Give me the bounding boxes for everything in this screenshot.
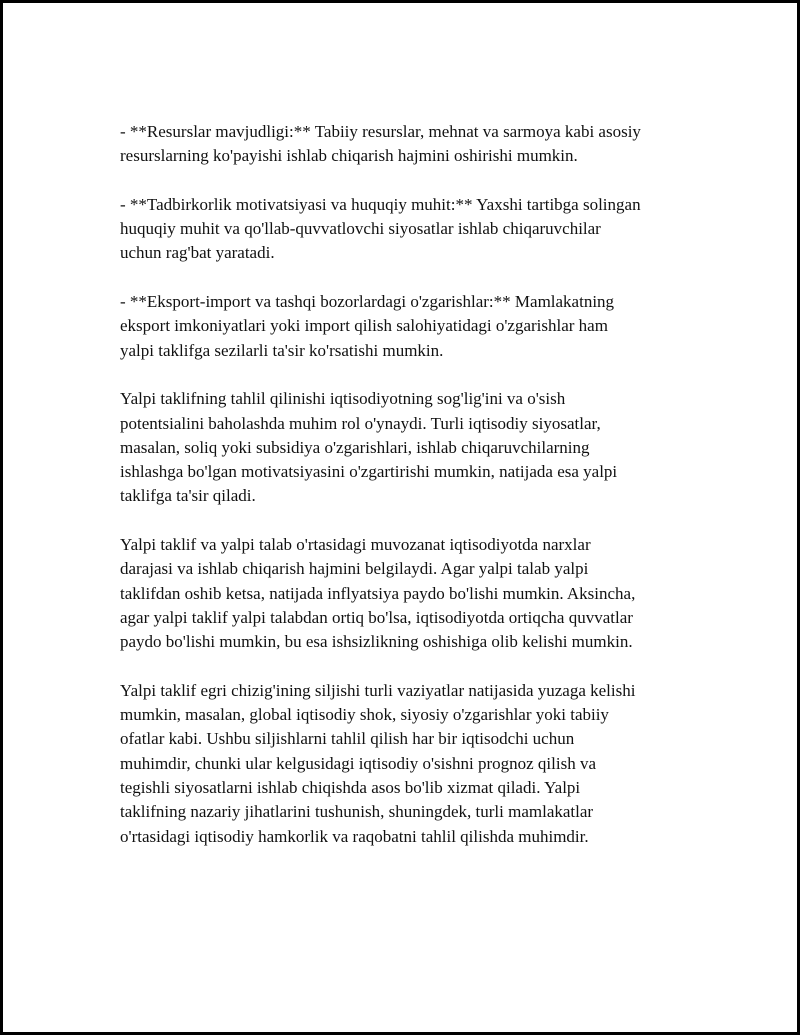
document-body: [120, 120, 700, 873]
bullet-export-import: - **Eksport-import va tashqi bozorlardagi o'zgarishlar:** Mamlakatning eksport imkoniyatlari yoki import qilish salohiyatidagi o'zgarishlar ham yalpi taklifga sezilarli ta'sir ko'rsatishi mumkin.: [120, 292, 615, 360]
paragraph-equilibrium: Yalpi taklif va yalpi talab o'rtasidagi muvozanat iqtisodiyotda narxlar darajasi va ishlab chiqarish hajmini belgilaydi. Agar yalpi talab yalpi taklifdan oshib ketsa, natijada inflyatsiya paydo bo'lishi mumkin. Aksincha, agar yalpi taklif yalpi talabdan ortiq bo'lsa, iqtisodiyotda ortiqcha quvvatlar paydo bo'lishi mumkin, bu esa ishsizlikning oshishiga olib kelishi mumkin.: [120, 535, 636, 652]
paragraph-curve-shift: Yalpi taklif egri chizig'ining siljishi turli vaziyatlar natijasida yuzaga kelishi mumkin, masalan, global iqtisodiy shok, siyosiy o'zgarishlar yoki tabiiy ofatlar kabi. Ushbu siljishlarni tahlil qilish har bir iqtisodchi uchun muhimdir, chunki ular kelgusidagi iqtisodiy o'sishni prognoz qilish va tegishli siyosatlarni ishlab chiqishda asos bo'lib xizmat qiladi. Yalpi taklifning nazariy jihatlarini tushunish, shuningdek, turli mamlakatlar o'rtasidagi iqtisodiy hamkorlik va raqobatni tahlil qilishda muhimdir.: [120, 680, 636, 846]
bullet-entrepreneurship: - **Tadbirkorlik motivatsiyasi va huquqiy muhit:** Yaxshi tartibga solingan huquqiy muhit va qo'llab-quvvatlovchi siyosatlar ishlab chiqaruvchilar uchun rag'bat yaratadi.: [120, 194, 641, 263]
paragraph-analysis: Yalpi taklifning tahlil qilinishi iqtisodiyotning sog'lig'ini va o'sish potentsialini baholashda muhim rol o'ynaydi. Turli iqtisodiy siyosatlar, masalan, soliq yoki subsidiya o'zgarishlari, ishlab chiqaruvchilarning ishlashga bo'lgan motivatsiyasini o'zgartirishi mumkin, natijada esa yalpi taklifga ta'sir qiladi.: [120, 389, 618, 506]
bullet-resources: - **Resurslar mavjudligi:** Tabiiy resurslar, mehnat va sarmoya kabi asosiy resurslarning ko'payishi ishlab chiqarish hajmini oshirishi mumkin.: [120, 122, 641, 166]
